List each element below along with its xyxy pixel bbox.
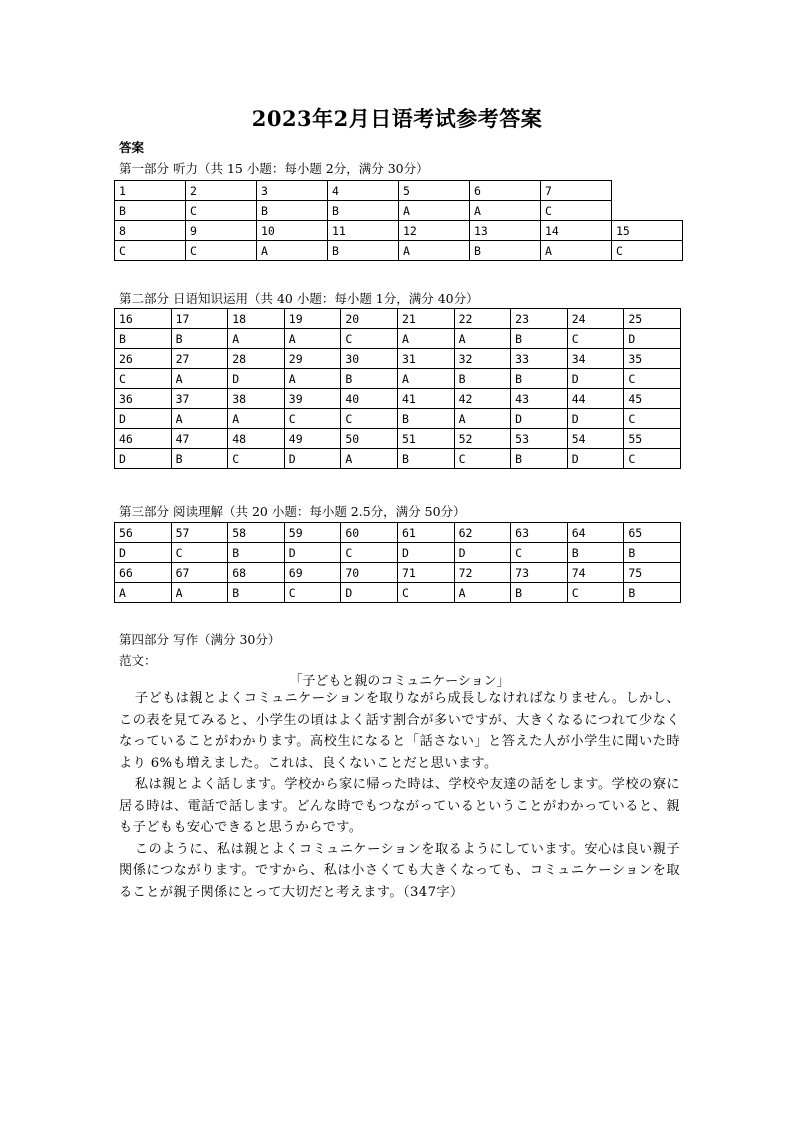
answer-row bbox=[115, 201, 683, 221]
question-number-cell: 64 bbox=[567, 523, 624, 543]
question-number-cell: 68 bbox=[228, 563, 285, 583]
answer-cell: A bbox=[228, 409, 285, 429]
answer-row bbox=[115, 543, 681, 563]
answer-row bbox=[115, 449, 681, 469]
answer-cell: A bbox=[397, 329, 454, 349]
answer-cell: A bbox=[541, 241, 612, 261]
answer-cell: D bbox=[567, 409, 624, 429]
question-number-row bbox=[115, 563, 681, 583]
question-number-cell: 49 bbox=[284, 429, 341, 449]
essay-paragraph: このように、私は親とよくコミュニケーションを取るようにしています。安心は良い親子関係につながります。ですから、私は小さくても大きくなっても、コミュニケーションを取ることが親子関係にとって大切だと考えます。（347字） bbox=[119, 841, 680, 900]
question-number-cell: 61 bbox=[397, 523, 454, 543]
answer-cell: B bbox=[228, 583, 285, 603]
answer-cell: B bbox=[115, 201, 186, 221]
answer-row bbox=[115, 409, 681, 429]
question-number-cell: 41 bbox=[397, 389, 454, 409]
question-number-cell: 21 bbox=[397, 309, 454, 329]
answer-cell: B bbox=[397, 409, 454, 429]
answer-cell: D bbox=[284, 543, 341, 563]
answer-cell: A bbox=[171, 369, 228, 389]
answer-cell: A bbox=[397, 369, 454, 389]
question-number-cell: 62 bbox=[454, 523, 511, 543]
answer-cell: B bbox=[511, 329, 568, 349]
question-number-cell: 23 bbox=[511, 309, 568, 329]
answer-cell: C bbox=[115, 241, 186, 261]
answer-cell: C bbox=[341, 329, 398, 349]
answer-cell: A bbox=[399, 201, 470, 221]
question-number-cell: 38 bbox=[228, 389, 285, 409]
question-number-cell: 35 bbox=[624, 349, 681, 369]
empty-cell bbox=[612, 181, 683, 201]
answer-cell: B bbox=[511, 449, 568, 469]
question-number-cell: 45 bbox=[624, 389, 681, 409]
answer-cell: C bbox=[567, 329, 624, 349]
question-number-cell: 2 bbox=[186, 181, 257, 201]
question-number-row bbox=[115, 309, 681, 329]
question-number-cell: 57 bbox=[171, 523, 228, 543]
answer-cell: A bbox=[284, 329, 341, 349]
essay-paragraph: 子どもは親とよくコミュニケーションを取りながら成長しなければなりません。しかし、この表を見てみると、小学生の頃はよく話す割合が多いですが、大きくなるにつれて少なくなっていることがわかります。高校生になると「話さない」と答えた人が小学生に聞いた時より 6%も増えました。これは、良くないことだと思います。 bbox=[119, 691, 680, 771]
question-number-cell: 46 bbox=[115, 429, 172, 449]
answer-cell: D bbox=[115, 543, 172, 563]
answer-cell: D bbox=[115, 409, 172, 429]
question-number-cell: 48 bbox=[228, 429, 285, 449]
question-number-cell: 67 bbox=[171, 563, 228, 583]
question-number-cell: 66 bbox=[115, 563, 172, 583]
answer-cell: C bbox=[186, 201, 257, 221]
answer-row bbox=[115, 583, 681, 603]
question-number-cell: 54 bbox=[567, 429, 624, 449]
question-number-cell: 28 bbox=[228, 349, 285, 369]
answers-label: 答案 bbox=[119, 140, 145, 155]
question-number-cell: 33 bbox=[511, 349, 568, 369]
question-number-cell: 22 bbox=[454, 309, 511, 329]
answer-cell: C bbox=[341, 543, 398, 563]
question-number-cell: 10 bbox=[257, 221, 328, 241]
question-number-cell: 47 bbox=[171, 429, 228, 449]
question-number-cell: 18 bbox=[228, 309, 285, 329]
answer-cell: B bbox=[328, 241, 399, 261]
answer-row bbox=[115, 329, 681, 349]
question-number-cell: 69 bbox=[284, 563, 341, 583]
answer-cell: D bbox=[115, 449, 172, 469]
answer-cell: B bbox=[171, 329, 228, 349]
question-number-cell: 70 bbox=[341, 563, 398, 583]
question-number-cell: 63 bbox=[511, 523, 568, 543]
answer-cell: B bbox=[470, 241, 541, 261]
answer-cell: D bbox=[624, 329, 681, 349]
essay-body bbox=[119, 688, 680, 903]
page-title: 2023年2月日语考试参考答案 bbox=[251, 106, 543, 131]
answer-cell: D bbox=[397, 543, 454, 563]
question-number-row bbox=[115, 181, 683, 201]
question-number-cell: 71 bbox=[397, 563, 454, 583]
question-number-row bbox=[115, 221, 683, 241]
question-number-cell: 75 bbox=[624, 563, 681, 583]
question-number-cell: 13 bbox=[470, 221, 541, 241]
question-number-cell: 14 bbox=[541, 221, 612, 241]
answer-cell: A bbox=[257, 241, 328, 261]
question-number-cell: 56 bbox=[115, 523, 172, 543]
answer-cell: B bbox=[171, 449, 228, 469]
answer-cell: A bbox=[454, 583, 511, 603]
part3-answer-table bbox=[114, 522, 681, 603]
question-number-cell: 32 bbox=[454, 349, 511, 369]
question-number-cell: 27 bbox=[171, 349, 228, 369]
question-number-cell: 73 bbox=[511, 563, 568, 583]
answer-cell: B bbox=[624, 543, 681, 563]
answer-cell: B bbox=[228, 543, 285, 563]
question-number-cell: 39 bbox=[284, 389, 341, 409]
answer-cell: C bbox=[624, 449, 681, 469]
answer-cell: A bbox=[171, 583, 228, 603]
answer-cell: A bbox=[115, 583, 172, 603]
answer-cell: C bbox=[397, 583, 454, 603]
answer-cell: A bbox=[454, 409, 511, 429]
question-number-cell: 11 bbox=[328, 221, 399, 241]
question-number-cell: 20 bbox=[341, 309, 398, 329]
answer-cell: D bbox=[567, 449, 624, 469]
answer-cell: B bbox=[454, 369, 511, 389]
answer-cell: A bbox=[470, 201, 541, 221]
answer-cell: A bbox=[399, 241, 470, 261]
question-number-cell: 60 bbox=[341, 523, 398, 543]
question-number-cell: 5 bbox=[399, 181, 470, 201]
answer-cell: A bbox=[454, 329, 511, 349]
question-number-cell: 51 bbox=[397, 429, 454, 449]
question-number-row bbox=[115, 523, 681, 543]
answer-cell: B bbox=[341, 369, 398, 389]
answer-cell: C bbox=[624, 409, 681, 429]
answer-cell: B bbox=[257, 201, 328, 221]
question-number-cell: 3 bbox=[257, 181, 328, 201]
question-number-cell: 29 bbox=[284, 349, 341, 369]
answer-cell: D bbox=[454, 543, 511, 563]
answer-cell: C bbox=[454, 449, 511, 469]
question-number-row bbox=[115, 349, 681, 369]
answer-cell: C bbox=[567, 583, 624, 603]
question-number-cell: 25 bbox=[624, 309, 681, 329]
question-number-cell: 16 bbox=[115, 309, 172, 329]
question-number-cell: 26 bbox=[115, 349, 172, 369]
answer-cell: C bbox=[341, 409, 398, 429]
answer-cell: B bbox=[115, 329, 172, 349]
question-number-cell: 40 bbox=[341, 389, 398, 409]
answer-cell: D bbox=[284, 449, 341, 469]
question-number-cell: 31 bbox=[397, 349, 454, 369]
question-number-cell: 74 bbox=[567, 563, 624, 583]
part4-heading: 第四部分 写作（满分 30分） bbox=[119, 632, 281, 647]
part1-heading: 第一部分 听力（共 15 小题：每小题 2分，满分 30分） bbox=[119, 161, 429, 176]
answer-cell: B bbox=[624, 583, 681, 603]
answer-cell: C bbox=[228, 449, 285, 469]
question-number-cell: 52 bbox=[454, 429, 511, 449]
answer-cell: D bbox=[228, 369, 285, 389]
part2-heading: 第二部分 日语知识运用（共 40 小题：每小题 1分，满分 40分） bbox=[119, 291, 479, 306]
question-number-row bbox=[115, 429, 681, 449]
question-number-cell: 19 bbox=[284, 309, 341, 329]
question-number-cell: 53 bbox=[511, 429, 568, 449]
question-number-cell: 8 bbox=[115, 221, 186, 241]
answer-cell: D bbox=[567, 369, 624, 389]
answer-row bbox=[115, 369, 681, 389]
question-number-cell: 1 bbox=[115, 181, 186, 201]
question-number-cell: 4 bbox=[328, 181, 399, 201]
question-number-row bbox=[115, 389, 681, 409]
answer-cell: D bbox=[341, 583, 398, 603]
question-number-cell: 9 bbox=[186, 221, 257, 241]
answer-cell: C bbox=[284, 409, 341, 429]
part2-answer-table bbox=[114, 308, 681, 469]
answer-cell: B bbox=[567, 543, 624, 563]
part3-heading: 第三部分 阅读理解（共 20 小题：每小题 2.5分，满分 50分） bbox=[119, 504, 466, 519]
question-number-cell: 59 bbox=[284, 523, 341, 543]
sample-label: 范文： bbox=[119, 653, 157, 668]
essay-paragraph: 私は親とよく話します。学校から家に帰った時は、学校や友達の話をします。学校の寮に居る時は、電話で話します。どんな時でもつながっているということがわかっていると、親も子どもも安心できると思うからです。 bbox=[119, 777, 680, 835]
question-number-cell: 6 bbox=[470, 181, 541, 201]
question-number-cell: 65 bbox=[624, 523, 681, 543]
question-number-cell: 72 bbox=[454, 563, 511, 583]
question-number-cell: 15 bbox=[612, 221, 683, 241]
answer-cell: C bbox=[171, 543, 228, 563]
answer-cell: A bbox=[171, 409, 228, 429]
answer-row bbox=[115, 241, 683, 261]
answer-cell: C bbox=[186, 241, 257, 261]
answer-cell: B bbox=[511, 369, 568, 389]
answer-cell: B bbox=[511, 583, 568, 603]
question-number-cell: 17 bbox=[171, 309, 228, 329]
question-number-cell: 30 bbox=[341, 349, 398, 369]
question-number-cell: 34 bbox=[567, 349, 624, 369]
question-number-cell: 42 bbox=[454, 389, 511, 409]
answer-cell: C bbox=[541, 201, 612, 221]
question-number-cell: 12 bbox=[399, 221, 470, 241]
answer-cell: C bbox=[624, 369, 681, 389]
question-number-cell: 44 bbox=[567, 389, 624, 409]
answer-cell: B bbox=[328, 201, 399, 221]
essay-title: 「子どもと親のコミュニケーション」 bbox=[289, 674, 510, 689]
question-number-cell: 7 bbox=[541, 181, 612, 201]
answer-cell: C bbox=[612, 241, 683, 261]
question-number-cell: 55 bbox=[624, 429, 681, 449]
answer-cell: A bbox=[341, 449, 398, 469]
answer-cell: C bbox=[115, 369, 172, 389]
answer-cell: C bbox=[511, 543, 568, 563]
empty-cell bbox=[612, 201, 683, 221]
question-number-cell: 36 bbox=[115, 389, 172, 409]
question-number-cell: 58 bbox=[228, 523, 285, 543]
question-number-cell: 37 bbox=[171, 389, 228, 409]
question-number-cell: 50 bbox=[341, 429, 398, 449]
answer-cell: B bbox=[397, 449, 454, 469]
answer-cell: A bbox=[284, 369, 341, 389]
answer-cell: A bbox=[228, 329, 285, 349]
answer-cell: D bbox=[511, 409, 568, 429]
part1-answer-table bbox=[114, 180, 683, 261]
question-number-cell: 24 bbox=[567, 309, 624, 329]
question-number-cell: 43 bbox=[511, 389, 568, 409]
answer-cell: C bbox=[284, 583, 341, 603]
